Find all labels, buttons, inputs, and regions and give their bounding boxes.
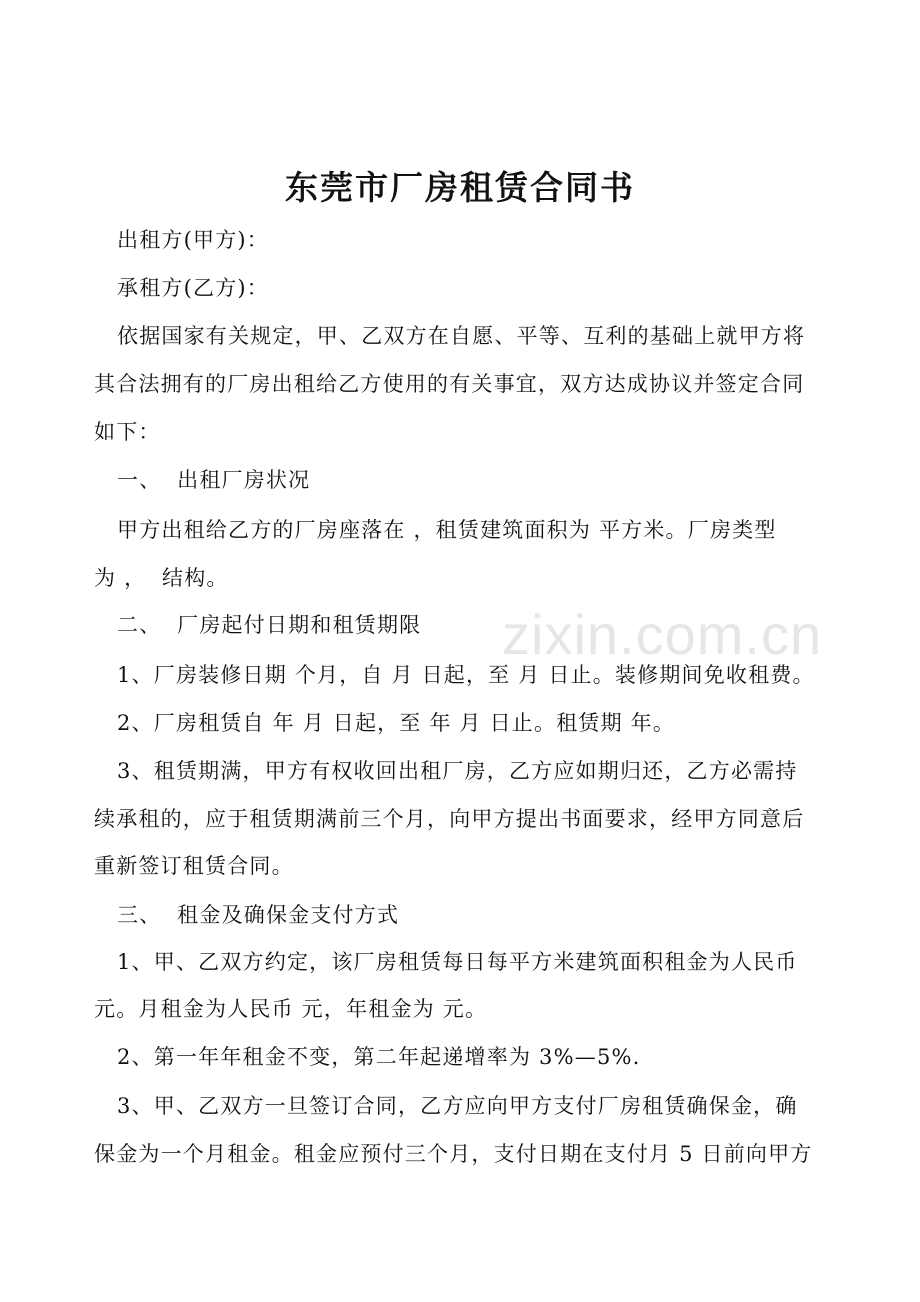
paragraph-line: 续承租的，应于租赁期满前三个月，向甲方提出书面要求，经甲方同意后 bbox=[94, 807, 805, 831]
paragraph-line: 2、厂房租赁自 年 月 日起，至 年 月 日止。租赁期 年。 bbox=[117, 711, 676, 735]
lessee-line: 承租方(乙方)： bbox=[117, 276, 269, 300]
section-heading: 一、 出租厂房状况 bbox=[117, 468, 311, 492]
paragraph-line: 保金为一个月租金。租金应预付三个月，支付日期在支付月 5 日前向甲方 bbox=[94, 1142, 813, 1166]
paragraph-line: 依据国家有关规定，甲、乙双方在自愿、平等、互利的基础上就甲方将 bbox=[117, 324, 806, 348]
paragraph-line: 1、甲、乙双方约定，该厂房租赁每日每平方米建筑面积租金为人民币 bbox=[117, 950, 798, 974]
paragraph-line: 如下： bbox=[94, 420, 161, 444]
watermark-text: zixin.com.cn bbox=[502, 603, 823, 666]
paragraph-line: 重新签订租赁合同。 bbox=[94, 854, 294, 878]
paragraph-line: 元。月租金为人民币 元，年租金为 元。 bbox=[94, 997, 488, 1021]
paragraph-line: 2、第一年年租金不变，第二年起递增率为 3%—5%. bbox=[117, 1045, 641, 1069]
paragraph-line: 其合法拥有的厂房出租给乙方使用的有关事宜，双方达成协议并签定合同 bbox=[94, 372, 805, 396]
section-heading: 二、 厂房起付日期和租赁期限 bbox=[117, 613, 422, 637]
paragraph-line: 为 ， 结构。 bbox=[94, 566, 229, 590]
paragraph-line: 3、甲、乙双方一旦签订合同，乙方应向甲方支付厂房租赁确保金，确 bbox=[117, 1094, 798, 1118]
document-title: 东莞市厂房租赁合同书 bbox=[285, 168, 635, 207]
section-heading: 三、 租金及确保金支付方式 bbox=[117, 903, 400, 927]
paragraph-line: 1、厂房装修日期 个月，自 月 日起，至 月 日止。装修期间免收租费。 bbox=[117, 663, 815, 687]
paragraph-line: 甲方出租给乙方的厂房座落在 ，租赁建筑面积为 平方米。厂房类型 bbox=[117, 518, 777, 542]
lessor-line: 出租方(甲方)： bbox=[117, 228, 269, 252]
paragraph-line: 3、租赁期满，甲方有权收回出租厂房，乙方应如期归还，乙方必需持 bbox=[117, 759, 798, 783]
